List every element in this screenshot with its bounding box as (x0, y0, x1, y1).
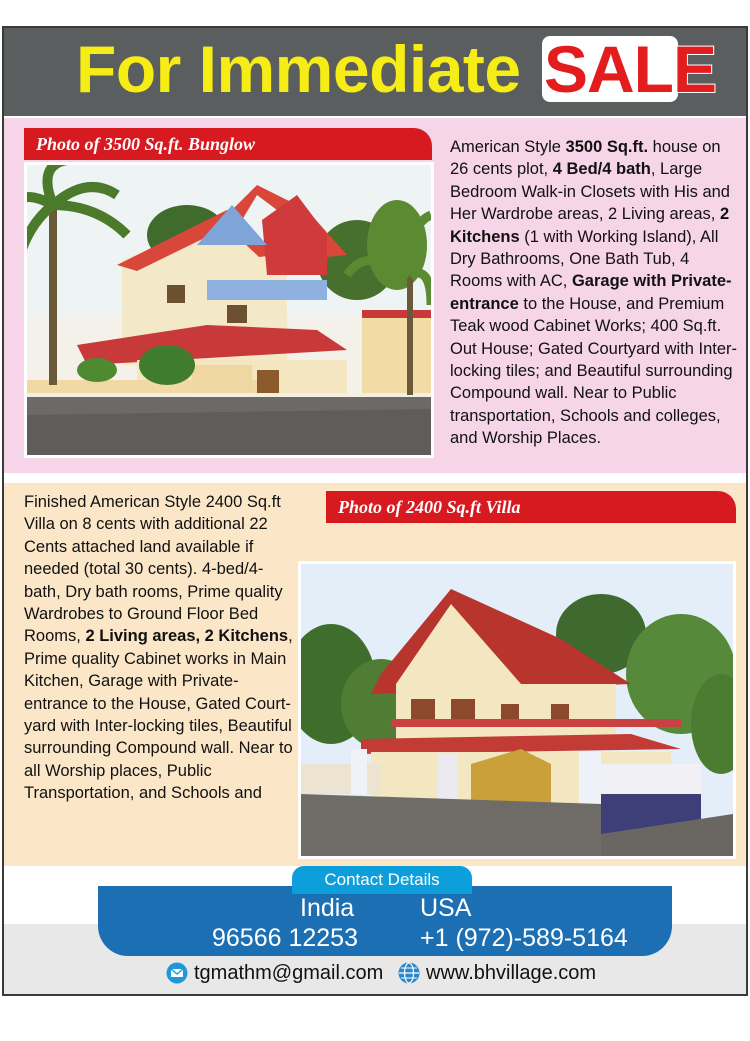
description-segment: American Style (450, 138, 566, 156)
flyer (2, 26, 748, 996)
phone-usa[interactable]: +1 (972)-589-5164 (420, 924, 628, 952)
description-segment: house on 26 cents plot, (450, 138, 721, 179)
bungalow-photo (24, 162, 434, 458)
website-url[interactable]: www.bhvillage.com (426, 961, 597, 984)
globe-icon (398, 962, 420, 984)
villa-photo (298, 561, 736, 859)
description-segment: 2 Living areas, 2 Kitchens (85, 627, 289, 646)
phone-india[interactable]: 96566 12253 (212, 924, 358, 952)
bungalow-photo-banner: Photo of 3500 Sq.ft. Bunglow (24, 128, 432, 160)
description-segment: 4 Bed/4 bath (552, 160, 651, 179)
email-address[interactable]: tgmathm@gmail.com (194, 961, 384, 984)
villa-description (24, 491, 294, 805)
villa-photo-banner: Photo of 2400 Sq.ft Villa (326, 491, 736, 523)
website-row[interactable] (398, 958, 596, 988)
bungalow-illustration (27, 165, 431, 455)
contact-details-tab: Contact Details (292, 866, 472, 894)
description-segment: Garage with Private-entrance (450, 272, 732, 313)
description-segment: Finished American Style 2400 Sq.ft Villa on 8 cents with additional 22 Cents attached land available if needed (total 30 cents). 4-bed/4-bath, Dry bath rooms, Prime quality Wardrobes to Ground Floor Bed Rooms, (24, 493, 283, 646)
bungalow-description (450, 136, 740, 450)
country-usa: USA (420, 894, 472, 922)
country-india: India (300, 894, 355, 922)
email-icon (166, 962, 188, 984)
description-segment: to the House, and Premium Teak wood Cabinet Works; 400 Sq.ft. Out House; Gated Courtyard with Inter-locking tiles; and Beautiful surrounding Compound wall. Near to Public transportation, Schools and colleges, and Worship Places. (450, 294, 738, 448)
description-segment: 3500 Sq.ft. (565, 138, 649, 156)
description-segment: 2 Kitchens (450, 205, 730, 246)
listing-villa (4, 483, 746, 866)
description-segment: (1 with Working Island), All Dry Bathrooms, One Bath Tub, 4 Rooms with AC, (450, 227, 719, 291)
listing-bungalow (4, 118, 746, 473)
header-title: For Immediate (76, 32, 521, 106)
description-segment: , Large Bedroom Walk-in Closets with His and Her Wardrobe areas, 2 Living areas, (450, 160, 730, 224)
villa-illustration (301, 564, 733, 856)
sale-text: SALE (544, 32, 717, 106)
description-segment: , Prime quality Cabinet works in Main Kitchen, Garage with Private-entrance to the House, Gated Court-yard with Inter-locking tiles, Beautiful surrounding Compound wall. Near to all Worship places, Public Transportation, and Schools and (24, 627, 293, 803)
header-banner (4, 28, 746, 116)
email-row[interactable] (166, 958, 383, 988)
